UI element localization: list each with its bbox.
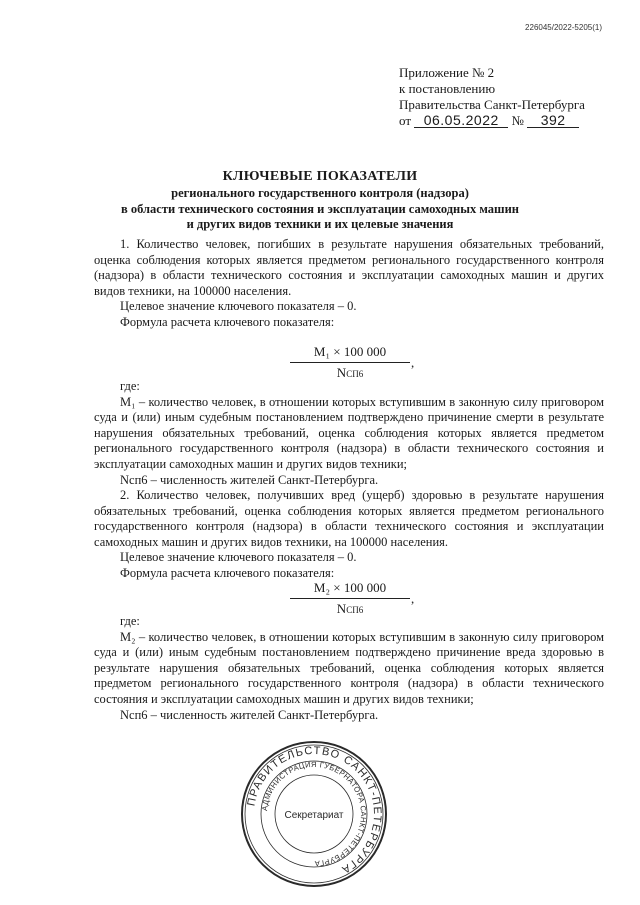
resolution-number: 392 [527, 113, 579, 128]
appendix-line-3: Правительства Санкт-Петербурга [399, 97, 585, 112]
item-1-formula-label: Формула расчета ключевого показателя: [120, 314, 335, 329]
document-number: 226045/2022-5205(1) [525, 23, 602, 32]
item-2-block [94, 488, 604, 582]
document-title [60, 168, 580, 233]
item-1-m-definition: М₁ – количество человек, в отношении которых вступившим в законную силу приговором суда и (или) иным судебным постановлением подтверждено причинение смерти в результате нарушения обязательных требований, оценка соблюдения которых является предметом регионального государственного контроля (надзора) в области технического состояния и эксплуатации самоходных машин и других видов техники; [94, 394, 604, 471]
item-2-target: Целевое значение ключевого показателя – 0. [120, 550, 357, 565]
item-2-text: 2. Количество человек, получивших вред (ущерб) здоровью в результате нарушения обязательных требований, оценка соблюдения которых является предметом регионального государственного контроля (надзора) в области технического состояния и эксплуатации самоходных машин и других видов техники, на 100000 населения. [94, 488, 604, 549]
item-2-n-definition: Nсп6 – численность жителей Санкт-Петербурга. [120, 707, 379, 722]
item-2-definitions [94, 614, 604, 723]
item-1-definitions [94, 379, 604, 488]
title-sub-2: в области технического состояния и эксплуатации самоходных машин [120, 201, 520, 216]
appendix-line-1: Приложение № 2 [399, 65, 495, 80]
stamp-outer-text: ПРАВИТЕЛЬСТВО САНКТ-ПЕТЕРБУРГА [245, 744, 384, 876]
appendix-block [399, 65, 585, 129]
appendix-line-2: к постановлению [399, 81, 496, 96]
formula-2-numerator: M₂ × 100 000 [290, 580, 410, 599]
item-2-where: где: [120, 614, 140, 628]
number-label: № [511, 113, 524, 128]
item-2-m-definition: М₂ – количество человек, в отношении которых вступившим в законную силу приговором суда и (или) иным судебным постановлением подтверждено причинение вреда здоровью в результате нарушения обязательных требований, оценка соблюдения которых является предметом регионального государственного контроля (надзора) в области технического состояния и эксплуатации самоходных машин и других видов техники; [94, 629, 604, 706]
formula-1-denominator: NСП6 [336, 365, 364, 380]
title-main: КЛЮЧЕВЫЕ ПОКАЗАТЕЛИ [222, 169, 418, 184]
item-1-text: 1. Количество человек, погибших в результате нарушения обязательных требований, оценка соблюдения которых является предметом регионального государственного контроля (надзора) в области технического состояния и эксплуатации самоходных машин и других видов техники, на 100000 населения. [94, 237, 604, 298]
formula-1-comma: , [411, 355, 415, 370]
stamp-inner-text: АДМИНИСТРАЦИЯ ГУБЕРНАТОРА САНКТ-ПЕТЕРБУРГА [260, 759, 369, 869]
item-1-target: Целевое значение ключевого показателя – 0. [120, 299, 357, 314]
stamp-center-text: Секретариат [284, 810, 344, 821]
secretariat-stamp [240, 740, 388, 888]
item-2-formula [290, 580, 410, 617]
item-1-formula [290, 344, 410, 381]
title-sub-1: регионального государственного контроля (надзора) [171, 186, 469, 200]
title-sub-3: и других видов техники и их целевые значения [186, 217, 454, 231]
item-2-formula-label: Формула расчета ключевого показателя: [120, 565, 335, 580]
item-1-block [94, 237, 604, 331]
formula-2-comma: , [411, 591, 415, 606]
resolution-date: 06.05.2022 [414, 113, 508, 128]
formula-1-numerator: M₁ × 100 000 [290, 344, 410, 363]
formula-2-denominator: NСП6 [336, 601, 364, 616]
from-label: от [399, 113, 412, 128]
appendix-date-line [399, 113, 585, 129]
item-1-where: где: [120, 379, 140, 393]
item-1-n-definition: Nсп6 – численность жителей Санкт-Петербурга. [120, 472, 379, 487]
